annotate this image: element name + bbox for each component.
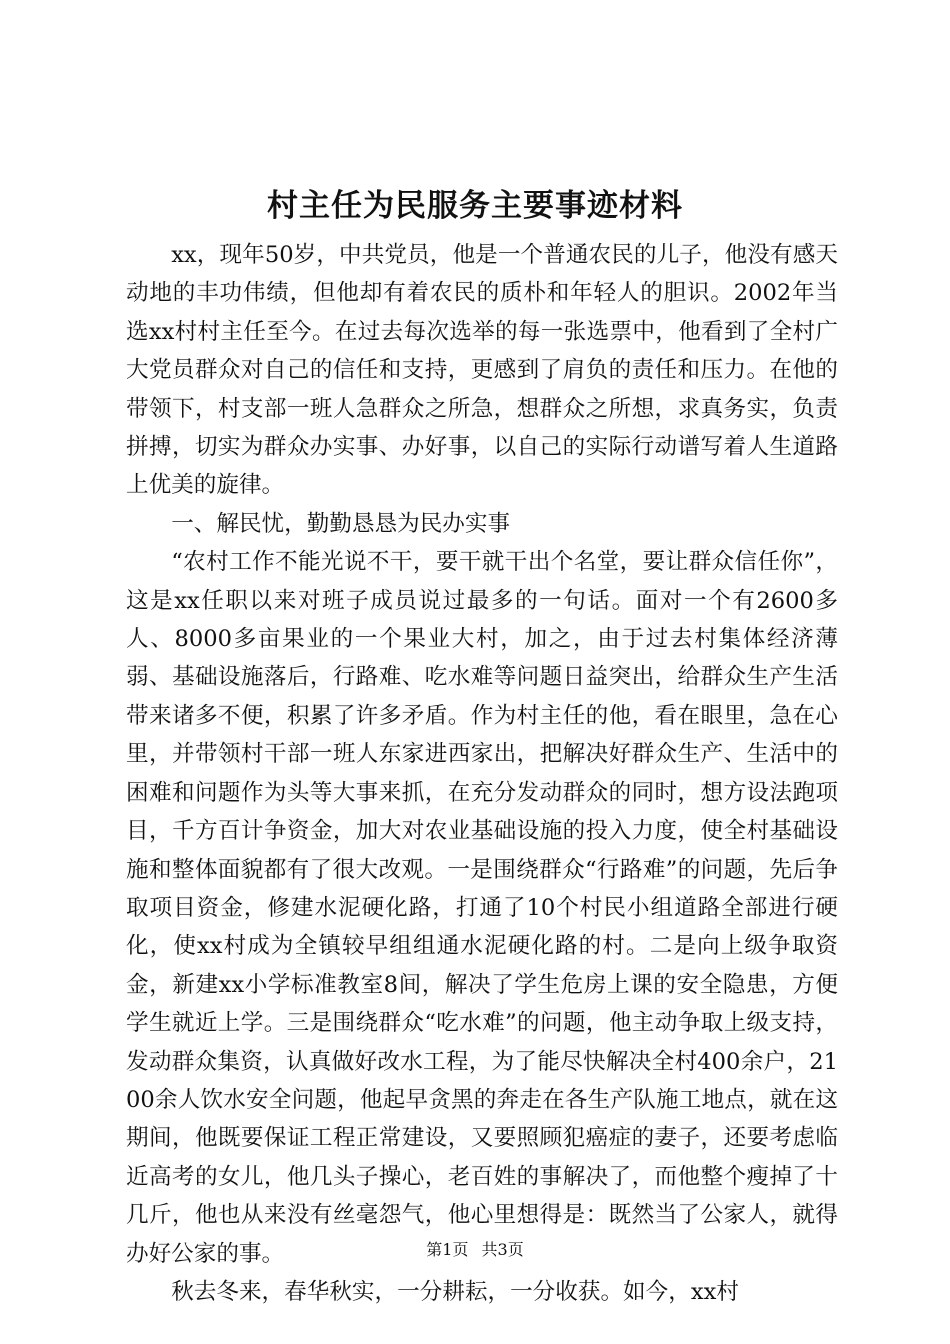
document-title: 村主任为民服务主要事迹材料 bbox=[267, 188, 683, 224]
paragraph-closing: 秋去冬来，春华秋实，一分耕耘，一分收获。如今，xx村 bbox=[171, 1278, 739, 1305]
document-body bbox=[126, 236, 838, 1311]
paragraph-intro: xx，现年50岁，中共党员，他是一个普通农民的儿子，他没有感天动地的丰功伟绩，但他却有着农民的质朴和年轻人的胆识。2002年当选xx村村主任至今。在过去每次选举的每一张选票中，他看到了全村广大党员群众对自己的信任和支持，更感到了肩负的责任和压力。在他的带领下，村支部一班人急群众之所急，想群众之所想，求真务实，负责拼搏，切实为群众办实事、办好事，以自己的实际行动谱写着人生道路上优美的旋律。 bbox=[126, 242, 838, 499]
page-number-current: 第1页 bbox=[426, 1240, 469, 1259]
page-number-total: 共3页 bbox=[481, 1240, 524, 1259]
page-footer bbox=[0, 1238, 950, 1262]
section-heading: 一、解民忧，勤勤恳恳为民办实事 bbox=[171, 510, 511, 537]
paragraph-main: “农村工作不能光说不干，要干就干出个名堂，要让群众信任你”，这是xx任职以来对班子成员说过最多的一句话。面对一个有2600多人、8000多亩果业的一个果业大村，加之，由于过去村集体经济薄弱、基础设施落后，行路难、吃水难等问题日益突出，给群众生产生活带来诸多不便，积累了许多矛盾。作为村主任的他，看在眼里，急在心里，并带领村干部一班人东家进西家出，把解决好群众生产、生活中的困难和问题作为头等大事来抓，在充分发动群众的同时，想方设法跑项目，千方百计争资金，加大对农业基础设施的投入力度，使全村基础设施和整体面貌都有了很大改观。一是围绕群众“行路难”的问题，先后争取项目资金，修建水泥硬化路，打通了10个村民小组道路全部进行硬化，使xx村成为全镇较早组组通水泥硬化路的村。二是向上级争取资金，新建xx小学标准教室8间，解决了学生危房上课的安全隐患，方便学生就近上学。三是围绕群众“吃水难”的问题，他主动争取上级支持，发动群众集资，认真做好改水工程，为了能尽快解决全村400余户，2100余人饮水安全问题，他起早贪黑的奔走在各生产队施工地点，就在这期间，他既要保证工程正常建设，又要照顾犯癌症的妻子，还要考虑临近高考的女儿，他几头子操心，老百姓的事解决了，而他整个瘦掉了十几斤，他也从来没有丝毫怨气，他心里想得是：既然当了公家人，就得办好公家的事。 bbox=[126, 549, 838, 1267]
